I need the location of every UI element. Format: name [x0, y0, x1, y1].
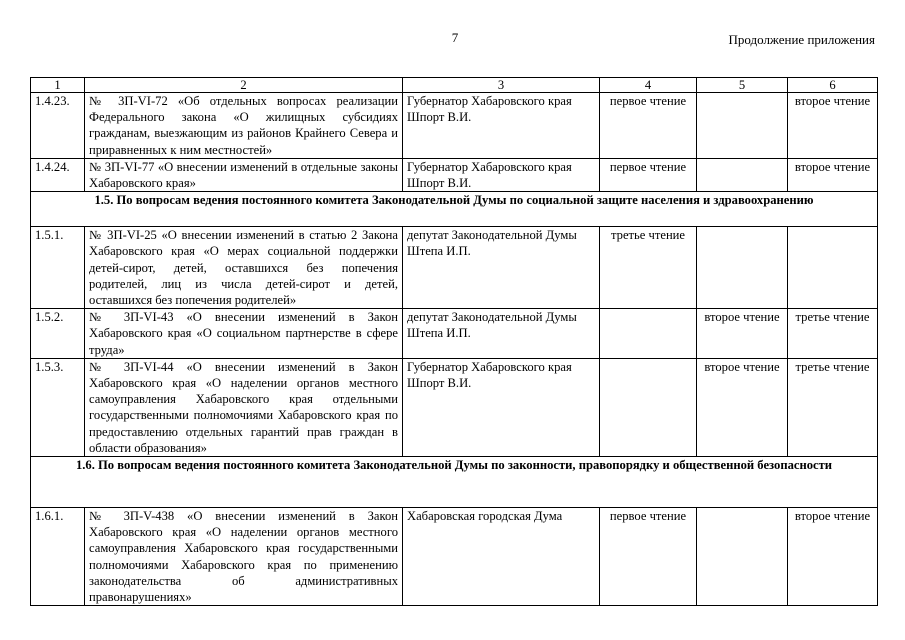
table-row	[31, 93, 878, 159]
bill-author: депутат Законодательной Думы Штепа И.П.	[403, 309, 600, 359]
bill-author: депутат Законодательной Думы Штепа И.П.	[403, 227, 600, 309]
item-number: 1.5.2.	[31, 309, 85, 359]
item-number: 1.5.3.	[31, 358, 85, 456]
column-header-2: 2	[85, 78, 403, 93]
stage-col-4	[600, 309, 697, 359]
item-number: 1.5.1.	[31, 227, 85, 309]
bill-author: Губернатор Хабаровского края Шпорт В.И.	[403, 93, 600, 159]
stage-col-4: первое чтение	[600, 508, 697, 606]
bill-title: № 3П-VI-77 «О внесении изменений в отдельные законы Хабаровского края»	[85, 158, 403, 191]
bill-title: № 3П-VI-44 «О внесении изменений в Закон Хабаровского края «О наделении органов местного самоуправления Хабаровского края отдельными государственными полномочиями Хабаровского края по предоставлению отдельных гарантий прав граждан в области образования»	[85, 358, 403, 456]
stage-col-5	[697, 93, 788, 159]
table-row	[31, 309, 878, 359]
bill-author: Хабаровская городская Дума	[403, 508, 600, 606]
column-header-3: 3	[403, 78, 600, 93]
stage-col-5	[697, 508, 788, 606]
stage-col-6: второе чтение	[788, 93, 878, 159]
table-row	[31, 358, 878, 456]
stage-col-6: второе чтение	[788, 158, 878, 191]
stage-col-4: третье чтение	[600, 227, 697, 309]
stage-col-5	[697, 158, 788, 191]
column-header-1: 1	[31, 78, 85, 93]
item-number: 1.4.24.	[31, 158, 85, 191]
column-header-6: 6	[788, 78, 878, 93]
section-heading-row	[31, 192, 878, 227]
bill-title: № 3П-VI-25 «О внесении изменений в статью 2 Закона Хабаровского края «О мерах социальной поддержки детей-сирот, детей, оставшихся без попечения родителей, лиц из числа детей-сирот и детей, оставшихся без попечения родителей»	[85, 227, 403, 309]
stage-col-4: первое чтение	[600, 93, 697, 159]
stage-col-6: второе чтение	[788, 508, 878, 606]
stage-col-5: второе чтение	[697, 309, 788, 359]
bill-title: № 3П-VI-43 «О внесении изменений в Закон Хабаровского края «О социальном партнерстве в сфере труда»	[85, 309, 403, 359]
column-header-5: 5	[697, 78, 788, 93]
stage-col-5: второе чтение	[697, 358, 788, 456]
bill-title: № 3П-V-438 «О внесении изменений в Закон Хабаровского края «О наделении органов местного самоуправления Хабаровского края государственными полномочиями Хабаровского края по применению законодательства об административных правонарушениях»	[85, 508, 403, 606]
bill-title: № 3П-VI-72 «Об отдельных вопросах реализации Федерального закона «О жилищных субсидиях гражданам, выезжающим из районов Крайнего Севера и приравненных к ним местностей»	[85, 93, 403, 159]
table-row	[31, 508, 878, 606]
page-number: 7	[451, 30, 459, 45]
continuation-label: Продолжение приложения	[728, 32, 875, 47]
stage-col-5	[697, 227, 788, 309]
table-row	[31, 227, 878, 309]
stage-col-6	[788, 227, 878, 309]
stage-col-6: третье чтение	[788, 358, 878, 456]
stage-col-4	[600, 358, 697, 456]
section-heading-row	[31, 457, 878, 508]
bill-author: Губернатор Хабаровского края Шпорт В.И.	[403, 158, 600, 191]
section-heading: 1.6. По вопросам ведения постоянного комитета Законодательной Думы по законности, правопорядку и общественной безопасности	[31, 457, 878, 508]
table-row	[31, 158, 878, 191]
bill-author: Губернатор Хабаровского края Шпорт В.И.	[403, 358, 600, 456]
item-number: 1.6.1.	[31, 508, 85, 606]
column-number-row	[31, 78, 878, 93]
bills-table	[30, 77, 878, 606]
column-header-4: 4	[600, 78, 697, 93]
stage-col-6: третье чтение	[788, 309, 878, 359]
section-heading: 1.5. По вопросам ведения постоянного комитета Законодательной Думы по социальной защите населения и здравоохранению	[31, 192, 878, 227]
stage-col-4: первое чтение	[600, 158, 697, 191]
item-number: 1.4.23.	[31, 93, 85, 159]
